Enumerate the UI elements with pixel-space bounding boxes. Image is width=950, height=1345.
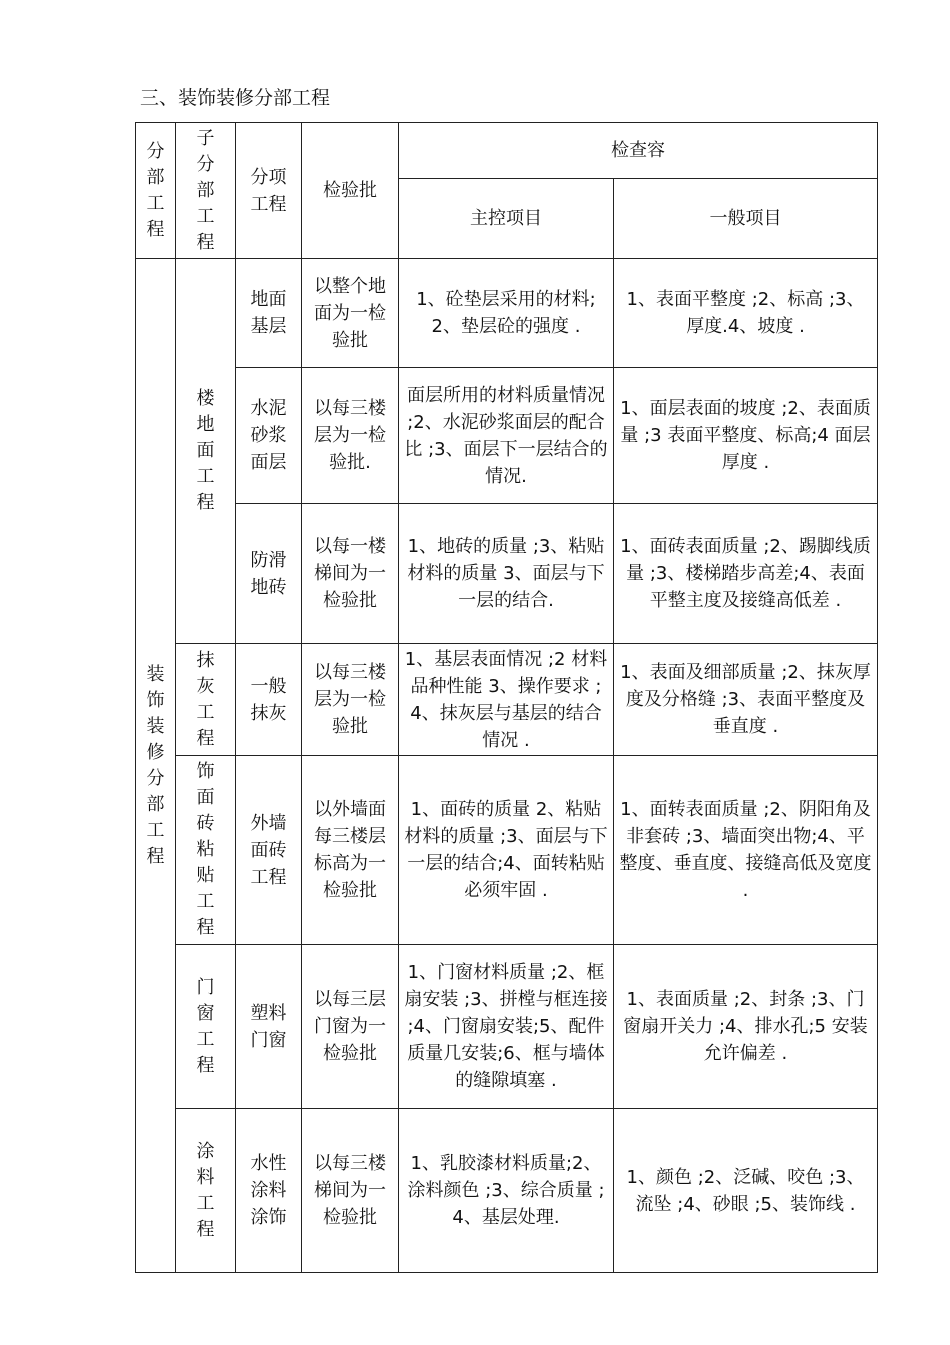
batch-cell: 以外墙面每三楼层标高为一检验批 (302, 756, 399, 945)
table-row (136, 756, 878, 945)
table-row (136, 945, 878, 1109)
general-cell: 1、表面质量 ;2、封条 ;3、门窗扇开关力 ;4、排水孔;5 安装允许偏差 . (614, 945, 878, 1109)
main-cell: 1、地砖的质量 ;3、粘贴材料的质量 3、面层与下一层的结合. (399, 504, 614, 644)
subdivision-window: 门窗工程 (176, 945, 236, 1109)
batch-cell: 以每三楼层为一检验批 (302, 644, 399, 756)
batch-cell: 以每一楼梯间为一检验批 (302, 504, 399, 644)
header-item: 分项工程 (236, 123, 302, 259)
subdivision-tile: 饰面砖粘贴工程 (176, 756, 236, 945)
item-cell: 一般抹灰 (236, 644, 302, 756)
section-heading: 三、装饰装修分部工程 (140, 87, 331, 109)
table-row (136, 1109, 878, 1273)
header-division: 分部工程 (136, 123, 176, 259)
main-cell: 1、乳胶漆材料质量;2、涂料颜色 ;3、综合质量 ;4、基层处理. (399, 1109, 614, 1273)
item-cell: 水泥砂浆面层 (236, 368, 302, 504)
main-cell: 1、砼垫层采用的材料;2、垫层砼的强度 . (399, 259, 614, 368)
main-cell: 1、基层表面情况 ;2 材料品种性能 3、操作要求 ;4、抹灰层与基层的结合情况 . (399, 644, 614, 756)
subdivision-paint: 涂料工程 (176, 1109, 236, 1273)
table-row (136, 644, 878, 756)
division-name: 装饰装修分部工程 (136, 259, 176, 1273)
general-cell: 1、面砖表面质量 ;2、踢脚线质量 ;3、楼梯踏步高差;4、表面平整主度及接缝高低差 . (614, 504, 878, 644)
subdivision-plaster: 抹灰工程 (176, 644, 236, 756)
main-cell: 1、面砖的质量 2、粘贴材料的质量 ;3、面层与下一层的结合;4、面转粘贴必须牢固 . (399, 756, 614, 945)
table-row (136, 368, 878, 504)
item-cell: 水性涂料涂饰 (236, 1109, 302, 1273)
header-general-items: 一般项目 (614, 179, 878, 259)
batch-cell: 以每三层门窗为一检验批 (302, 945, 399, 1109)
main-cell: 面层所用的材料质量情况 ;2、水泥砂浆面层的配合比 ;3、面层下一层结合的情况. (399, 368, 614, 504)
general-cell: 1、面转表面质量 ;2、阴阳角及非套砖 ;3、墙面突出物;4、平整度、垂直度、接缝高低及宽度 . (614, 756, 878, 945)
main-cell: 1、门窗材料质量 ;2、框扇安装 ;3、拼樘与框连接 ;4、门窗扇安装;5、配件质量几安装;6、框与墙体的缝隙填塞 . (399, 945, 614, 1109)
item-cell: 地面基层 (236, 259, 302, 368)
header-subdivision: 子分部工程 (176, 123, 236, 259)
batch-cell: 以每三楼层为一检验批. (302, 368, 399, 504)
table-row (136, 259, 878, 368)
general-cell: 1、表面平整度 ;2、标高 ;3、厚度.4、坡度 . (614, 259, 878, 368)
item-cell: 防滑地砖 (236, 504, 302, 644)
header-batch: 检验批 (302, 123, 399, 259)
general-cell: 1、颜色 ;2、泛碱、咬色 ;3、流坠 ;4、砂眼 ;5、装饰线 . (614, 1109, 878, 1273)
header-inspection: 检查容 (399, 123, 878, 179)
header-main-items: 主控项目 (399, 179, 614, 259)
batch-cell: 以整个地面为一检验批 (302, 259, 399, 368)
item-cell: 塑料门窗 (236, 945, 302, 1109)
item-cell: 外墙面砖工程 (236, 756, 302, 945)
inspection-table (135, 122, 878, 1273)
header-row (136, 123, 878, 179)
general-cell: 1、表面及细部质量 ;2、抹灰厚度及分格缝 ;3、表面平整度及垂直度 . (614, 644, 878, 756)
table-row (136, 504, 878, 644)
general-cell: 1、面层表面的坡度 ;2、表面质量 ;3 表面平整度、标高;4 面层厚度 . (614, 368, 878, 504)
batch-cell: 以每三楼梯间为一检验批 (302, 1109, 399, 1273)
subdivision-floor: 楼地面工程 (176, 259, 236, 644)
